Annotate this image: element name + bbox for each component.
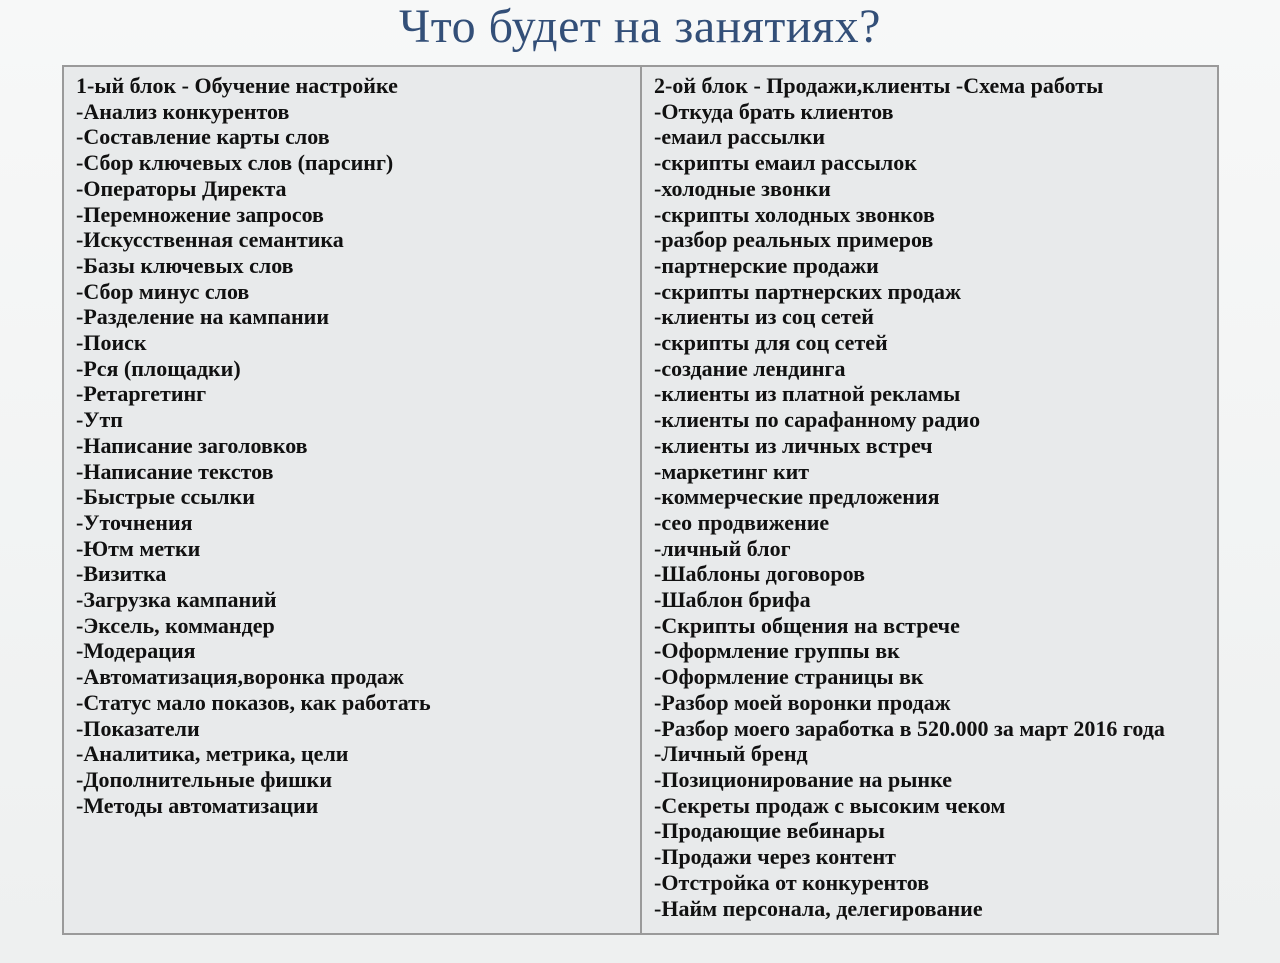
block-2-header: 2-ой блок - Продажи,клиенты -Схема работы (654, 73, 1104, 98)
list-item: -личный блог (654, 535, 791, 561)
list-item: -Секреты продаж с высоким чеком (654, 792, 1006, 818)
list-item: -Операторы Директа (76, 175, 287, 201)
list-item: -Ретаргетинг (76, 381, 207, 407)
list-item: -Анализ конкурентов (76, 98, 290, 124)
list-item: -Найм персонала, делегирование (654, 895, 983, 921)
list-item: -Шаблон брифа (654, 587, 811, 613)
list-item: -холодные звонки (654, 175, 831, 201)
list-item: -Автоматизация,воронка продаж (76, 664, 404, 690)
list-item: -сео продвижение (654, 509, 830, 535)
list-item: -Рся (площадки) (76, 355, 241, 381)
block-2-column (642, 67, 1217, 933)
program-table (62, 65, 1219, 935)
list-item: -Модерация (76, 638, 196, 664)
block-1-header: 1-ый блок - Обучение настройке (76, 73, 398, 98)
list-item: -Оформление группы вк (654, 638, 900, 664)
block-2-list (654, 99, 1217, 922)
list-item: -Сбор ключевых слов (парсинг) (76, 150, 394, 176)
list-item: -скрипты для соц сетей (654, 330, 888, 356)
list-item: -Написание текстов (76, 458, 274, 484)
block-1-list (76, 99, 640, 819)
list-item: -Загрузка кампаний (76, 587, 277, 613)
list-item: -Разбор моего заработка в 520.000 за март 2016 года (654, 715, 1165, 741)
list-item: -клиенты по сарафанному радио (654, 407, 981, 433)
list-item: -Ютм метки (76, 535, 201, 561)
list-item: -Аналитика, метрика, цели (76, 741, 349, 767)
list-item: -Скрипты общения на встрече (654, 612, 960, 638)
list-item: -маркетинг кит (654, 458, 810, 484)
list-item: -Шаблоны договоров (654, 561, 865, 587)
list-item: -клиенты из соц сетей (654, 304, 874, 330)
list-item: -Откуда брать клиентов (654, 98, 894, 124)
list-item: -коммерческие предложения (654, 484, 940, 510)
list-item: -Уточнения (76, 509, 193, 535)
list-item: -Базы ключевых слов (76, 252, 294, 278)
slide-title: Что будет на занятиях? (399, 0, 881, 53)
list-item: -Визитка (76, 561, 167, 587)
list-item: -Разделение на кампании (76, 304, 330, 330)
list-item: -клиенты из платной рекламы (654, 381, 961, 407)
list-item: -Сбор минус слов (76, 278, 250, 304)
list-item: -Написание заголовков (76, 432, 308, 458)
list-item: -Быстрые ссылки (76, 484, 255, 510)
list-item: -разбор реальных примеров (654, 227, 934, 253)
list-item: -клиенты из личных встреч (654, 432, 933, 458)
list-item: -Отстройка от конкурентов (654, 869, 930, 895)
list-item: -Эксель, коммандер (76, 612, 275, 638)
list-item: -Методы автоматизации (76, 792, 319, 818)
list-item: -скрипты холодных звонков (654, 201, 935, 227)
list-item: -Поиск (76, 330, 147, 356)
list-item: -Искусственная семантика (76, 227, 344, 253)
list-item: -Перемножение запросов (76, 201, 324, 227)
list-item: -скрипты емаил рассылок (654, 150, 917, 176)
list-item: -Личный бренд (654, 741, 808, 767)
block-1-column (64, 67, 642, 933)
list-item: -емаил рассылки (654, 124, 826, 150)
list-item: -Позиционирование на рынке (654, 766, 952, 792)
list-item: -Разбор моей воронки продаж (654, 689, 951, 715)
list-item: -Составление карты слов (76, 124, 330, 150)
list-item: -Утп (76, 407, 123, 433)
list-item: -Дополнительные фишки (76, 766, 333, 792)
list-item: -Продажи через контент (654, 844, 896, 870)
list-item: -Статус мало показов, как работать (76, 689, 431, 715)
list-item: -Продающие вебинары (654, 818, 885, 844)
list-item: -партнерские продажи (654, 252, 879, 278)
list-item: -Показатели (76, 715, 200, 741)
list-item: -создание лендинга (654, 355, 846, 381)
list-item: -Оформление страницы вк (654, 664, 924, 690)
list-item: -скрипты партнерских продаж (654, 278, 961, 304)
